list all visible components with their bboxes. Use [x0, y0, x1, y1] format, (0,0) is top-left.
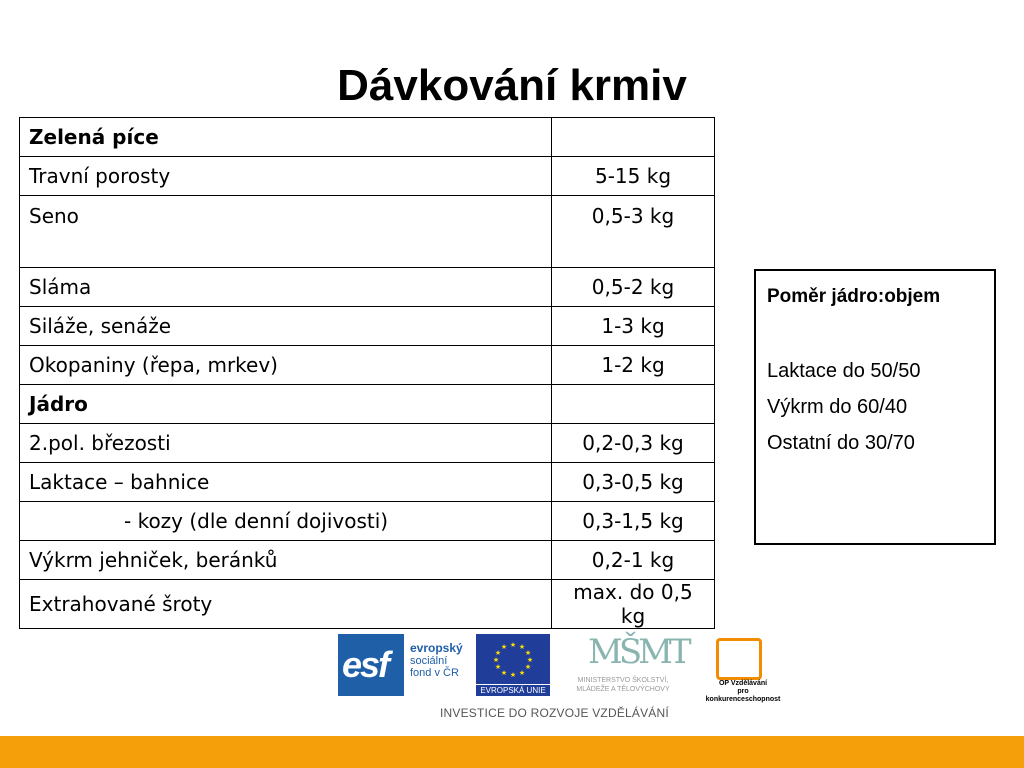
row-label: 2.pol. březosti [20, 424, 552, 463]
row-label: Extrahované šroty [20, 580, 552, 629]
svg-text:★: ★ [494, 664, 502, 671]
esf-logo-mark [338, 634, 404, 696]
row-value: 0,2-0,3 kg [552, 424, 715, 463]
row-label: Travní porosty [20, 157, 552, 196]
table-row [20, 307, 715, 346]
esf-caption-line: fond v ČR [410, 667, 459, 679]
op-caption [702, 680, 784, 704]
row-value: 0,5-2 kg [552, 268, 715, 307]
svg-text:★: ★ [524, 650, 532, 657]
op-caption-line: pro konkurenceschopnost [705, 688, 781, 703]
esf-caption-line: sociální [410, 655, 448, 667]
row-value: max. do 0,5 kg [552, 580, 715, 629]
msmt-caption-line: MINISTERSTVO ŠKOLSTVÍ, [577, 677, 669, 684]
row-value: 0,5-3 kg [552, 196, 715, 268]
row-value: 1-2 kg [552, 346, 715, 385]
ratio-line: Laktace do 50/50 [767, 360, 921, 382]
svg-text:★: ★ [500, 644, 508, 651]
row-value: 0,3-1,5 kg [552, 502, 715, 541]
ratio-line: Výkrm do 60/40 [767, 396, 908, 418]
row-value: 0,2-1 kg [552, 541, 715, 580]
row-value [552, 118, 715, 157]
msmt-caption [558, 676, 688, 694]
feed-dosage-table [19, 117, 715, 629]
row-label: Jádro [20, 385, 552, 424]
row-label: Sláma [20, 268, 552, 307]
op-caption-line: OP Vzdělávání [718, 680, 768, 687]
ratio-heading: Poměr jádro:objem [767, 286, 941, 307]
table-row [20, 463, 715, 502]
row-label: - kozy (dle denní dojivosti) [20, 502, 552, 541]
svg-text:★: ★ [494, 650, 502, 657]
ratio-box [754, 269, 996, 545]
svg-text:★: ★ [526, 657, 534, 664]
table-row [20, 346, 715, 385]
esf-logo-text: esf [342, 644, 389, 685]
row-value [552, 385, 715, 424]
table-row [20, 424, 715, 463]
row-label: Okopaniny (řepa, mrkev) [20, 346, 552, 385]
investice-caption: INVESTICE DO ROZVOJE VZDĚLÁVÁNÍ [440, 706, 669, 720]
row-value: 5-15 kg [552, 157, 715, 196]
table-row [20, 580, 715, 629]
eu-flag-icon [476, 634, 550, 684]
msmt-caption-line: MLÁDEŽE A TĚLOVÝCHOVY [576, 686, 670, 693]
svg-text:★: ★ [509, 672, 517, 679]
row-label: Výkrm jehniček, beránků [20, 541, 552, 580]
footer-accent-bar [0, 736, 1024, 768]
ratio-line: Ostatní do 30/70 [767, 432, 915, 454]
svg-text:★: ★ [524, 664, 532, 671]
eu-flag-logo [476, 634, 550, 696]
op-logo [705, 630, 781, 703]
row-value: 1-3 kg [552, 307, 715, 346]
row-label: Laktace – bahnice [20, 463, 552, 502]
esf-logo [338, 634, 468, 696]
row-label: Seno [20, 196, 552, 268]
msmt-logo [558, 632, 688, 698]
table-row [20, 196, 715, 268]
row-label: Zelená píce [20, 118, 552, 157]
page-title: Dávkování krmiv [337, 61, 687, 110]
esf-caption-line: evropský [410, 641, 463, 655]
table-row [20, 385, 715, 424]
eu-caption: EVROPSKÁ UNIE [476, 685, 550, 696]
svg-text:★: ★ [518, 670, 526, 677]
table-row [20, 268, 715, 307]
table-row [20, 118, 715, 157]
op-logo-icon [716, 638, 762, 680]
msmt-mark: MŠMT [588, 632, 688, 672]
table-row [20, 157, 715, 196]
table-row [20, 541, 715, 580]
svg-text:★: ★ [500, 670, 508, 677]
row-value: 0,3-0,5 kg [552, 463, 715, 502]
table-row [20, 502, 715, 541]
sponsor-logos [338, 630, 781, 725]
row-label: Siláže, senáže [20, 307, 552, 346]
svg-text:★: ★ [492, 657, 500, 664]
svg-text:★: ★ [518, 644, 526, 651]
svg-text:★: ★ [509, 642, 517, 649]
esf-caption [410, 642, 463, 679]
